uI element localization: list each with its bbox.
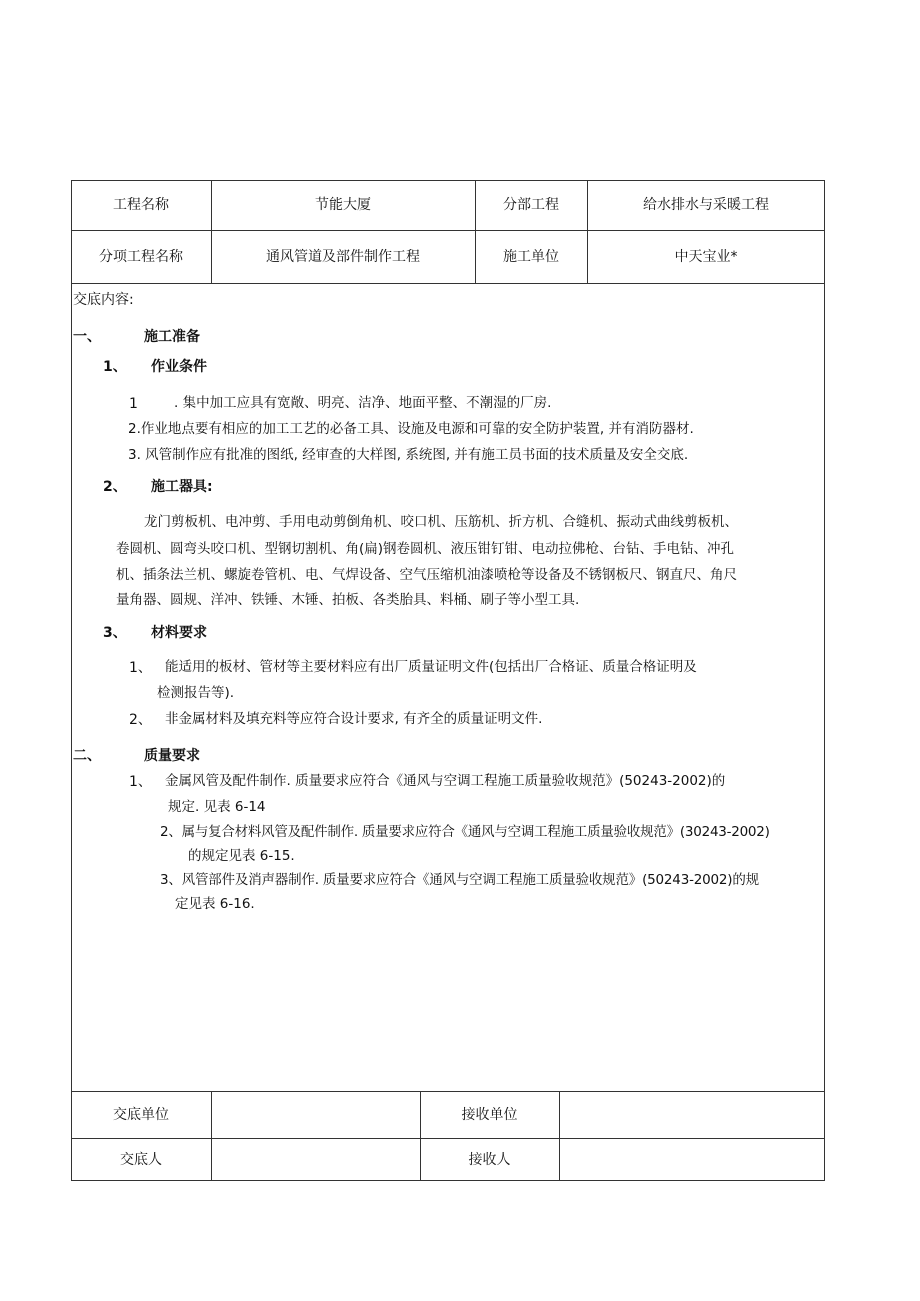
list-item: 2.作业地点要有相应的加工工艺的必备工具、设施及电源和可靠的安全防护装置, 并有消防器材. bbox=[128, 421, 694, 437]
subsection-number: 1、 bbox=[103, 359, 127, 375]
project-name-value: 节能大厦 bbox=[315, 197, 371, 213]
contractor-value: 中天宝业* bbox=[674, 248, 738, 265]
section-number: 二、 bbox=[73, 748, 101, 764]
list-item-continuation: 的规定见表 6-15. bbox=[188, 848, 295, 864]
tools-line: 机、插条法兰机、螺旋卷管机、电、气焊设备、空气压缩机油漆喷枪等设备及不锈钢板尺、钢直尺、角尺 bbox=[116, 567, 737, 583]
list-item-number: 1 bbox=[129, 396, 138, 412]
tools-line: 卷圆机、圆弯头咬口机、型钢切割机、角(扁)钢卷圆机、液压钳钉钳、电动拉佛枪、台钻、手电钻、冲孔 bbox=[116, 541, 735, 557]
list-item: 3. 风管制作应有批准的图纸, 经审查的大样图, 系统图, 并有施工员书面的技术质量及安全交底. bbox=[128, 447, 689, 463]
project-name-label: 工程名称 bbox=[113, 197, 169, 213]
list-item-number: 2、 bbox=[129, 712, 152, 728]
content-intro: 交底内容: bbox=[73, 292, 134, 308]
receiving-unit-value[interactable] bbox=[559, 1091, 825, 1138]
handover-unit-value[interactable] bbox=[211, 1091, 420, 1138]
list-item: . 集中加工应具有宽敞、明亮、洁净、地面平整、不潮湿的厂房. bbox=[174, 395, 552, 411]
section-number: 一、 bbox=[73, 329, 101, 345]
subsection-title: 材料要求 bbox=[151, 625, 207, 641]
list-item: 金属风管及配件制作. 质量要求应符合《通风与空调工程施工质量验收规范》(50243-2002)的 bbox=[165, 773, 726, 789]
row-divider bbox=[71, 283, 825, 284]
division-value: 给水排水与采暖工程 bbox=[643, 197, 769, 213]
receiver-label: 接收人 bbox=[468, 1151, 511, 1168]
handover-person-label: 交底人 bbox=[120, 1151, 162, 1168]
subitem-value: 通风管道及部件制作工程 bbox=[266, 248, 420, 265]
handover-person-value[interactable] bbox=[211, 1138, 420, 1181]
subsection-number: 3、 bbox=[103, 625, 127, 641]
list-item: 非金属材料及填充料等应符合设计要求, 有齐全的质量证明文件. bbox=[165, 711, 543, 727]
list-item: 2、属与复合材料风管及配件制作. 质量要求应符合《通风与空调工程施工质量验收规范》(30243-2002) bbox=[160, 824, 770, 840]
receiver-value[interactable] bbox=[559, 1138, 825, 1181]
list-item: 3、风管部件及消声器制作. 质量要求应符合《通风与空调工程施工质量验收规范》(50243-2002)的规 bbox=[160, 872, 759, 888]
subsection-title: 施工器具: bbox=[151, 479, 213, 495]
list-item: 能适用的板材、管材等主要材料应有出厂质量证明文件(包括出厂合格证、质量合格证明及 bbox=[165, 659, 697, 675]
contractor-label: 施工单位 bbox=[503, 248, 559, 265]
receiving-unit-label: 接收单位 bbox=[461, 1106, 518, 1123]
division-label: 分部工程 bbox=[503, 197, 559, 213]
subsection-number: 2、 bbox=[103, 479, 127, 495]
subsection-title: 作业条件 bbox=[151, 359, 207, 375]
list-item-continuation: 检测报告等). bbox=[157, 685, 235, 701]
section-title: 施工准备 bbox=[144, 329, 200, 345]
list-item-continuation: 规定. 见表 6-14 bbox=[168, 799, 266, 815]
list-item-continuation: 定见表 6-16. bbox=[175, 896, 255, 912]
subitem-label: 分项工程名称 bbox=[99, 248, 183, 265]
tools-line: 龙门剪板机、电冲剪、手用电动剪倒角机、咬口机、压筋机、折方机、合缝机、振动式曲线剪板机、 bbox=[144, 514, 738, 530]
tools-line: 量角器、圆规、洋冲、铁锤、木锤、拍板、各类胎具、料桶、刷子等小型工具. bbox=[116, 592, 580, 608]
handover-unit-label: 交底单位 bbox=[113, 1106, 169, 1123]
section-title: 质量要求 bbox=[144, 748, 200, 764]
list-item-number: 1、 bbox=[129, 660, 152, 676]
list-item-number: 1、 bbox=[129, 774, 152, 790]
